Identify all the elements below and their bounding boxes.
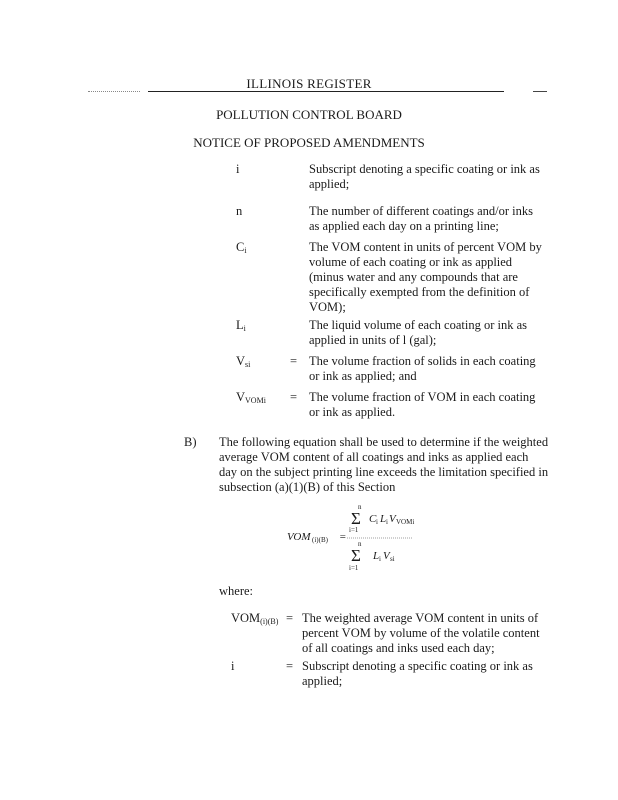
header-right-mark [533, 91, 547, 92]
definition-symbol: n [236, 204, 243, 218]
denominator-l-sub: i [379, 555, 381, 563]
denominator-v: V [383, 550, 390, 562]
equals-sign: = [290, 390, 298, 404]
equals-sign: = [290, 354, 298, 368]
definition-symbol: $V_{VOMi}$ [236, 390, 266, 405]
definition-symbol: i [236, 162, 240, 176]
weighted-average-formula [285, 500, 465, 580]
definition-text: The liquid volume of each coating or ink as applied in units of l (gal); [309, 318, 527, 347]
definition-text: Subscript denoting a specific coating or ink as applied; [309, 162, 540, 191]
numerator-l: L [380, 513, 387, 525]
definition-text: Subscript denoting a specific coating or ink as applied; [302, 659, 533, 688]
equals-sign: = [286, 611, 294, 625]
definition-text: The number of different coatings and/or inks as applied each day on a printing line; [309, 204, 534, 233]
header-rule [148, 91, 504, 92]
sum-lower-num: i=1 [349, 526, 359, 534]
definition-symbol: $C_i$ [236, 240, 247, 255]
sum-upper-den: n [358, 540, 362, 548]
equals-sign: = [286, 659, 294, 673]
lhs-equals: = [339, 531, 347, 543]
notice-title: NOTICE OF PROPOSED AMENDMENTS [193, 135, 425, 150]
numerator-c-sub: i [376, 518, 378, 526]
numerator-v: V [389, 513, 396, 525]
where-label: where: [219, 584, 254, 598]
definition-text: The volume fraction of VOM in each coating or ink as applied. [309, 390, 536, 419]
denominator-l: L [373, 550, 380, 562]
sum-lower-den: i=1 [349, 564, 359, 572]
numerator-v-sub: VOMi [396, 518, 415, 526]
numerator-c: C [369, 513, 377, 525]
register-title: ILLINOIS REGISTER [246, 76, 372, 91]
denominator-v-sub: si [390, 555, 395, 563]
definition-symbol: $V_{si}$ [236, 354, 251, 369]
numerator-l-sub: i [386, 518, 388, 526]
definition-text: The weighted average VOM content in units of percent VOM by volume of the volatile content of all coatings and inks used each day; [302, 611, 540, 655]
definition-symbol: $L_i$ [236, 318, 246, 333]
definition-text: The VOM content in units of percent VOM by volume of each coating or ink as applied (minus water and any compounds that are specifically exempted from the definition of VOM); [309, 240, 542, 314]
section-paragraph: The following equation shall be used to determine if the weighted average VOM content of all coatings and inks as applied each day on the subject printing line exceeds the limitation specified in subsection (a)(1)(B) of this Section [219, 435, 549, 494]
sum-upper-num: n [358, 503, 362, 511]
lhs-vom: VOM [287, 531, 311, 543]
section-label: B) [184, 435, 197, 449]
sigma-numerator: Σ [351, 509, 361, 528]
definition-symbol: $VOM_{(i)(B)}$ [231, 611, 279, 626]
definition-text: The volume fraction of solids in each coating or ink as applied; and [309, 354, 536, 383]
board-name: POLLUTION CONTROL BOARD [216, 107, 402, 122]
sigma-denominator: Σ [351, 546, 361, 565]
definition-symbol: i [231, 659, 235, 673]
lhs-sub: (i)(B) [312, 536, 328, 544]
